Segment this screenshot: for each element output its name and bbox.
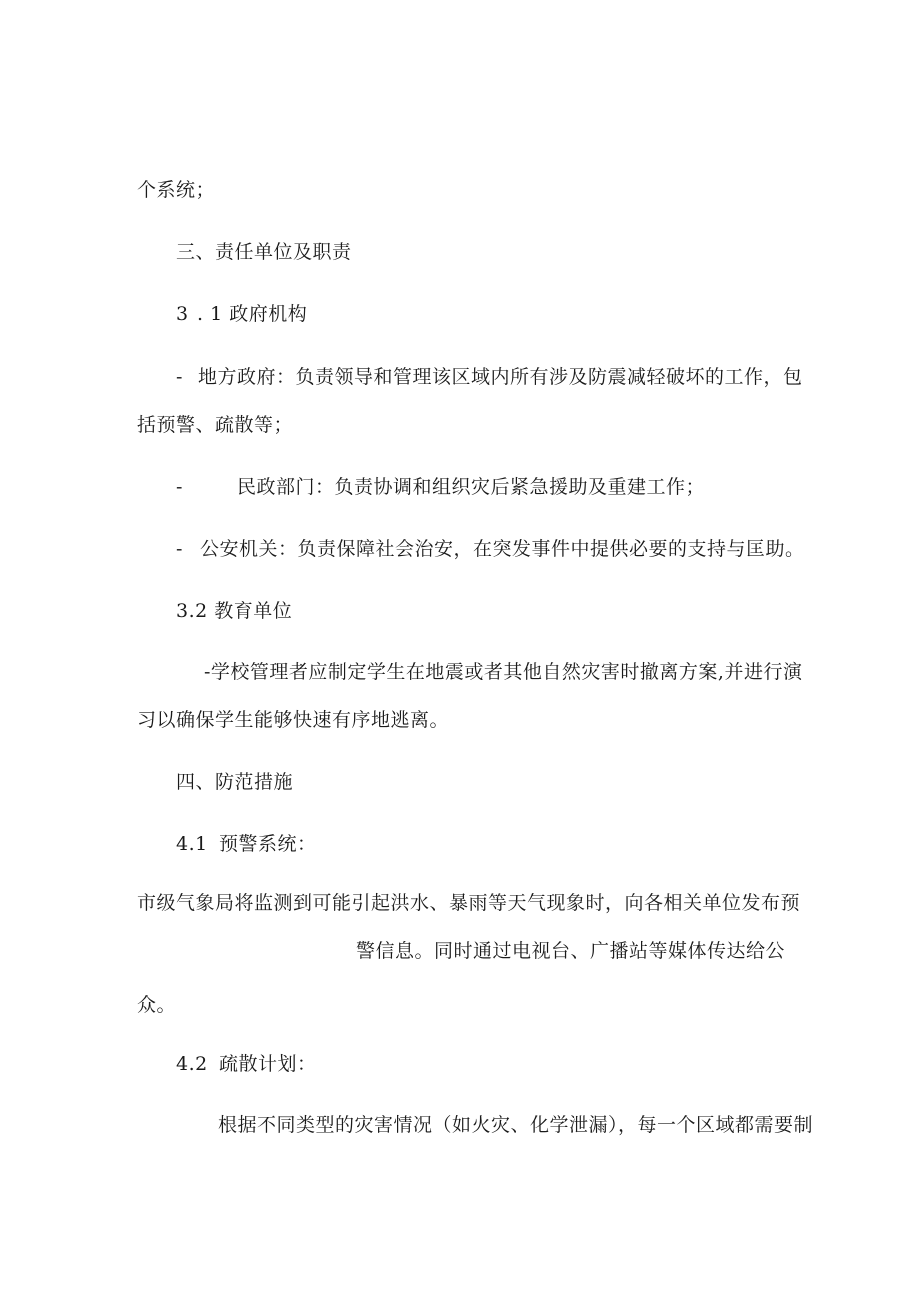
subsection-heading-4-1-number: 4.1: [176, 833, 208, 855]
list-item-local-government-cont: 括预警、疏散等；: [137, 414, 294, 436]
subsection-heading-4-1-text: 预警系统：: [219, 833, 317, 855]
section-heading-3: 三、责任单位及职责: [176, 241, 352, 263]
education-paragraph-line-2: 习以确保学生能够快速有序地逃离。: [137, 709, 450, 731]
list-item-civil-affairs: 民政部门：负责协调和组织灾后紧急援助及重建工作；: [237, 476, 706, 498]
list-dash: -: [176, 538, 183, 560]
subsection-heading-3-1-number: 3: [176, 303, 189, 325]
list-item-local-government: 地方政府：负责领导和管理该区域内所有涉及防震减轻破坏的工作，包: [198, 366, 803, 388]
warning-paragraph-line-3: 众。: [137, 994, 177, 1016]
warning-paragraph-line-1: 市级气象局将监测到可能引起洪水、暴雨等天气现象时，向各相关单位发布预: [137, 892, 801, 914]
subsection-heading-4-2-text: 疏散计划：: [219, 1053, 317, 1075]
section-heading-4: 四、防范措施: [176, 771, 294, 793]
warning-paragraph-line-2: 警信息。同时通过电视台、广播站等媒体传达给公: [356, 940, 786, 962]
subsection-heading-4-2-number: 4.2: [176, 1053, 208, 1075]
list-dash: -: [176, 366, 183, 388]
education-paragraph-line-1: -学校管理者应制定学生在地震或者其他自然灾害时撤离方案,并进行演: [204, 661, 803, 683]
list-item-public-security: 公安机关：负责保障社会治安，在突发事件中提供必要的支持与匡助。: [200, 538, 805, 560]
subsection-heading-3-2: 3.2 教育单位: [176, 600, 293, 622]
evacuation-paragraph-line-1: 根据不同类型的灾害情况（如火灾、化学泄漏），每一个区域都需要制: [218, 1114, 814, 1136]
list-dash: -: [176, 476, 183, 498]
continuation-line: 个系统；: [137, 179, 216, 201]
subsection-heading-3-1-text: . 1 政府机构: [197, 303, 308, 325]
